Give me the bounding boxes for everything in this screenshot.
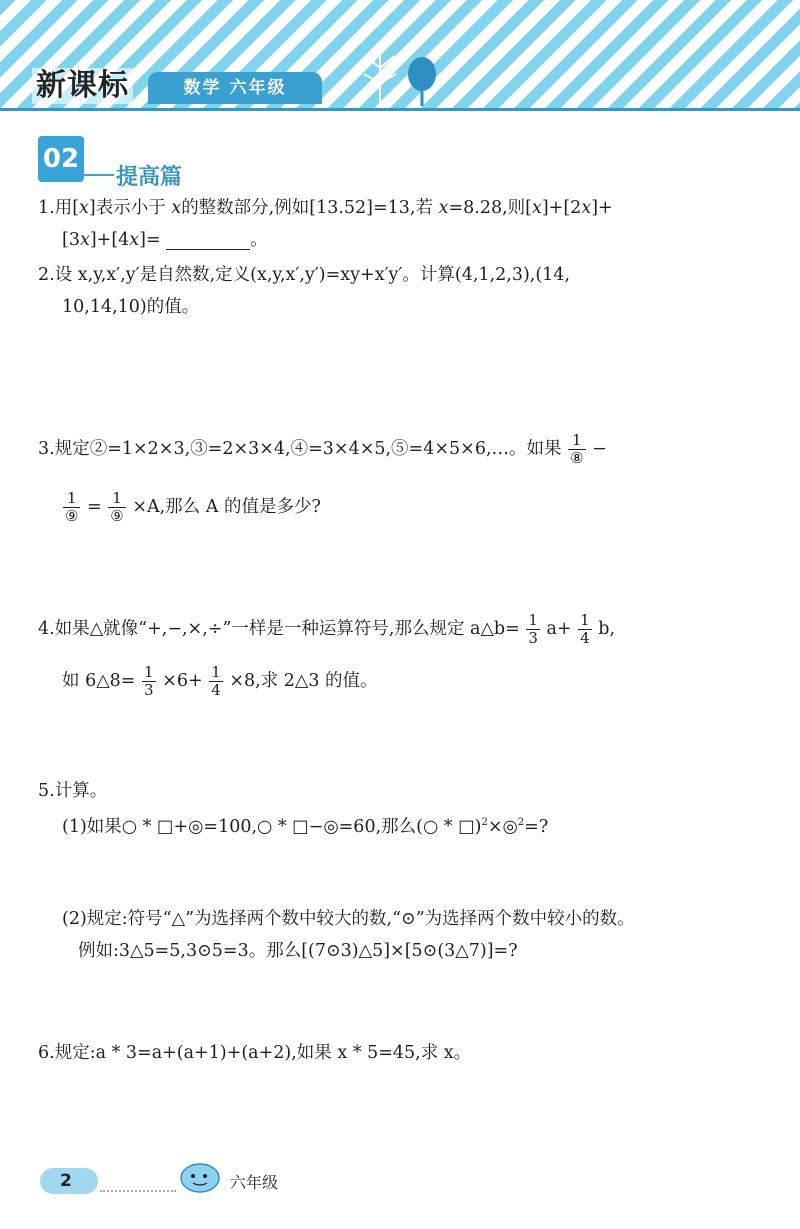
question-2-line-2: 10,14,10)的值。 [62, 297, 200, 317]
section-badge: 02 [38, 136, 84, 182]
fraction: $\frac{1}{4}$ [211, 663, 221, 699]
section-divider [84, 174, 114, 176]
answer-blank[interactable] [166, 231, 250, 250]
footer-divider [100, 1190, 176, 1192]
fraction: $\frac{1}{\text{⑨}}$ [110, 489, 124, 525]
question-5-part-2-line-2: 例如:3△5=5,3⊙5=3。那么[(7⊙3)△5]×[5⊙(3△7)]=? [78, 941, 518, 961]
page-number: 2 [40, 1168, 98, 1194]
fraction: $\frac{1}{4}$ [580, 611, 590, 647]
question-2-line-1: 2.设 x,y,x′,y′是自然数,定义(x,y,x′,y′)=xy+x′y′。计算(4,1,2,3),(14, [38, 265, 571, 285]
question-6: 6.规定:a * 3=a+(a+1)+(a+2),如果 x * 5=45,求 x。 [38, 1043, 472, 1063]
mascot-icon [178, 1158, 222, 1194]
question-5-part-1: (1)如果○ * □+◎=100,○ * □−◎=60,那么(○ * □)$^2$×◎$^2$=? [62, 816, 549, 837]
question-1-line-1: 1.用[x]表示小于 x的整数部分,例如[13.52]=13,若 x=8.28,则[x]+[2x]+ [38, 198, 613, 218]
fraction: $\frac{1}{3}$ [528, 611, 538, 647]
question-3-line-2: $\frac{1}{\text{⑨}}$ = $\frac{1}{\text{⑨}}$ ×A,那么 A 的值是多少? [65, 489, 321, 525]
fraction: $\frac{1}{\text{⑨}}$ [65, 489, 79, 525]
question-5-part-2-line-1: (2)规定:符号“△”为选择两个数中较大的数,“⊙”为选择两个数中较小的数。 [62, 909, 635, 929]
brand-title: 新课标 [32, 68, 133, 104]
question-4-line-1: 4.如果△就像“+,−,×,÷”一样是一种运算符号,那么规定 a△b= $\frac{1}{3}$ a+ $\frac{1}{4}$ b, [38, 611, 616, 647]
question-5-title: 5.计算。 [38, 781, 108, 801]
question-4-line-2: 如 6△8= $\frac{1}{3}$ ×6+ $\frac{1}{4}$ ×8,求 2△3 的值。 [62, 663, 378, 699]
footer-grade: 六年级 [230, 1173, 279, 1192]
subject-tab: 数学 六年级 [148, 72, 322, 104]
fraction: $\frac{1}{3}$ [144, 663, 154, 699]
tree-illustration-icon [350, 38, 440, 108]
section-title: 提高篇 [116, 165, 183, 190]
question-3-line-1: 3.规定②=1×2×3,③=2×3×4,④=3×4×5,⑤=4×5×6,…。如果 $\frac{1}{\text{⑧}}$ − [38, 431, 607, 467]
fraction: $\frac{1}{\text{⑧}}$ [570, 431, 584, 467]
question-1-line-2: [3x]+[4x]= 。 [62, 230, 268, 250]
